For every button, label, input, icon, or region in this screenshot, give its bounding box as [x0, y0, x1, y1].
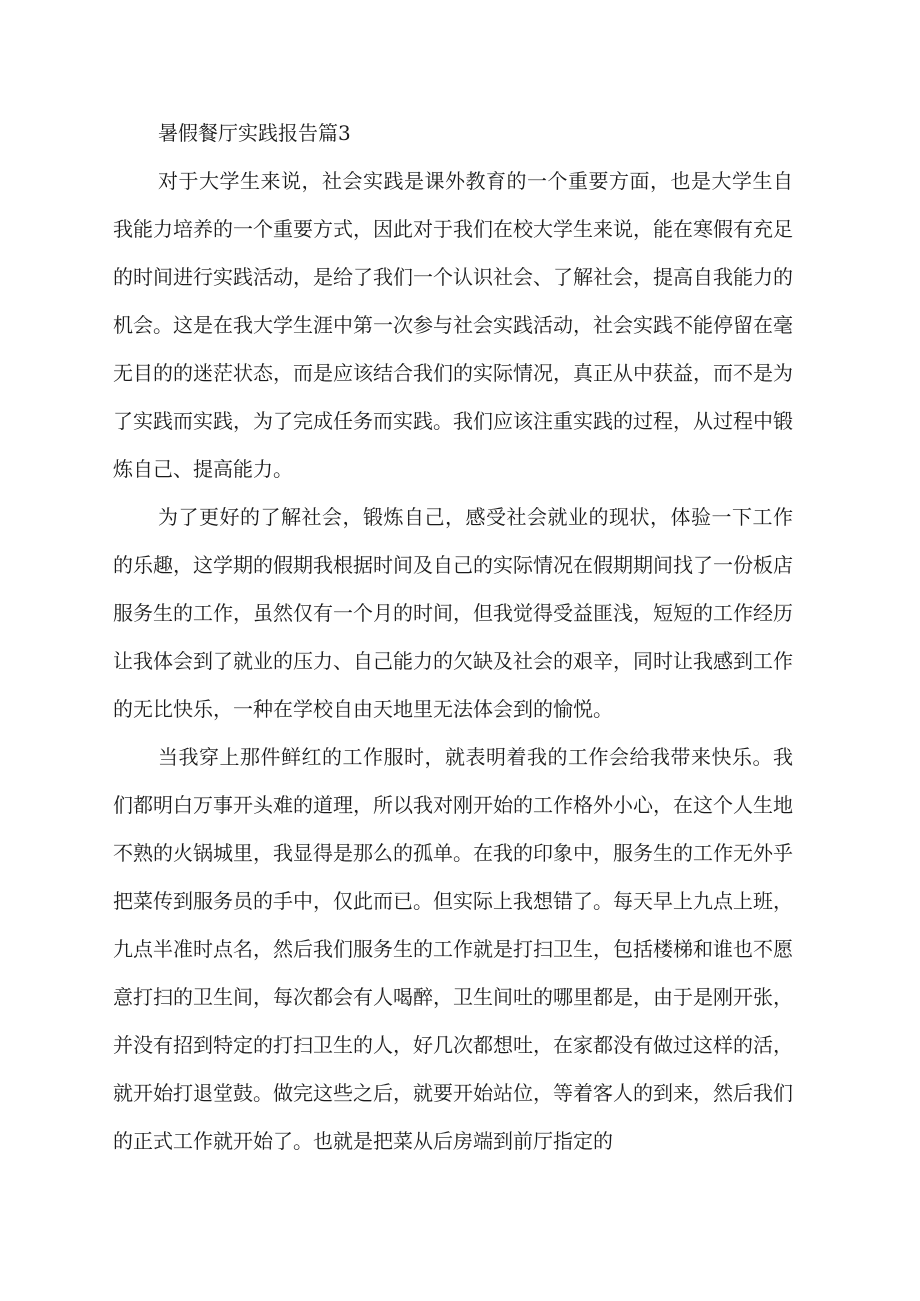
- paragraph-1: 对于大学生来说，社会实践是课外教育的一个重要方面，也是大学生自我能力培养的一个重要方式，因此对于我们在校大学生来说，能在寒假有充足的时间进行实践活动，是给了我们一个认识社会、了解社会，提高自我能力的机会。这是在我大学生涯中第一次参与社会实践活动，社会实践不能停留在毫无目的的迷茫状态，而是应该结合我们的实际情况，真正从中获益，而不是为了实践而实践，为了完成任务而实践。我们应该注重实践的过程，从过程中锻炼自己、提高能力。: [113, 169, 793, 481]
- paragraph-3: 当我穿上那件鲜红的工作服时，就表明着我的工作会给我带来快乐。我们都明白万事开头难的道理，所以我对刚开始的工作格外小心，在这个人生地不熟的火锅城里，我显得是那么的孤单。在我的印象中，服务生的工作无外乎把菜传到服务员的手中，仅此而已。但实际上我想错了。每天早上九点上班，九点半准时点名，然后我们服务生的工作就是打扫卫生，包括楼梯和谁也不愿意打扫的卫生间，每次都会有人喝醉，卫生间吐的哪里都是，由于是刚开张，并没有招到特定的打扫卫生的人，好几次都想吐，在家都没有做过这样的活，就开始打退堂鼓。做完这些之后，就要开始站位，等着客人的到来，然后我们的正式工作就开始了。也就是把菜从后房端到前厅指定的: [113, 745, 793, 1153]
- document-body: [113, 109, 793, 1165]
- document-title: 暑假餐厅实践报告篇3: [158, 121, 351, 145]
- paragraph-2: 为了更好的了解社会，锻炼自己，感受社会就业的现状，体验一下工作的乐趣，这学期的假期我根据时间及自己的实际情况在假期期间找了一份板店服务生的工作，虽然仅有一个月的时间，但我觉得受益匪浅，短短的工作经历让我体会到了就业的压力、自己能力的欠缺及社会的艰辛，同时让我感到工作的无比快乐，一种在学校自由天地里无法体会到的愉悦。: [113, 505, 793, 721]
